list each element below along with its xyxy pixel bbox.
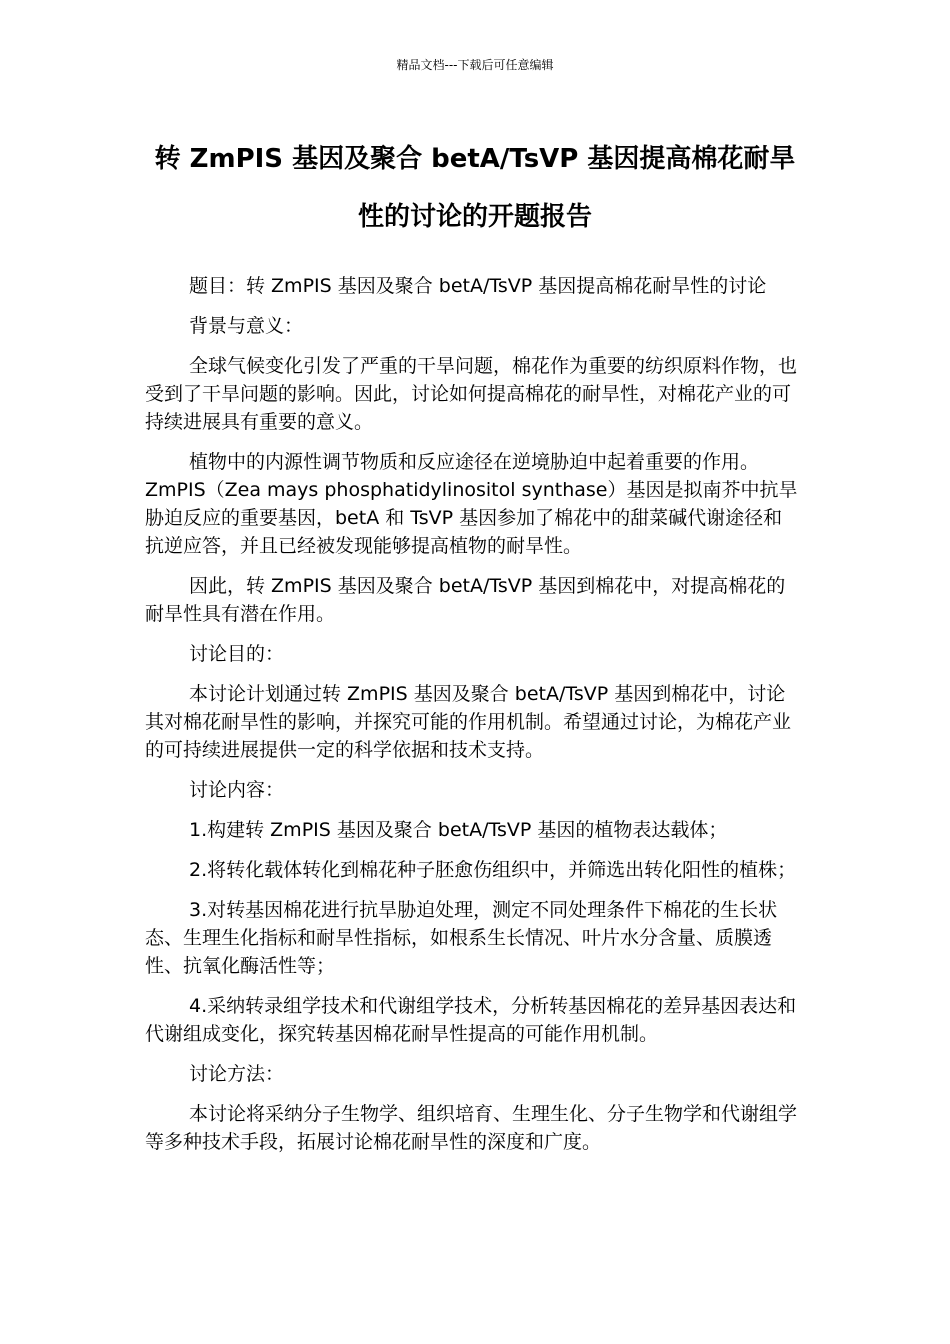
- background-paragraph-1: 全球气候变化引发了严重的干旱问题，棉花作为重要的纺织原料作物，也受到了干旱问题的影响。因此，讨论如何提高棉花的耐旱性，对棉花产业的可持续进展具有重要的意义。: [145, 355, 798, 433]
- purpose-paragraph: 本讨论计划通过转 ZmPIS 基因及聚合 betA/TsVP 基因到棉花中，讨论其对棉花耐旱性的影响，并探究可能的作用机制。希望通过讨论，为棉花产业的可持续进展提供一定的科学依据和技术支持。: [145, 683, 792, 761]
- document-body: [145, 272, 800, 1168]
- content-item-2: 2.将转化载体转化到棉花种子胚愈伤组织中，并筛选出转化阳性的植株；: [189, 859, 797, 881]
- content-heading: 讨论内容：: [189, 779, 285, 801]
- content-item-1: 1.构建转 ZmPIS 基因及聚合 betA/TsVP 基因的植物表达载体；: [189, 819, 728, 841]
- title-line-1: 转 ZmPIS 基因及聚合 betA/TsVP 基因提高棉花耐旱: [154, 144, 796, 174]
- content-item-4: 4.采纳转录组学技术和代谢组学技术，分析转基因棉花的差异基因表达和代谢组成变化，探究转基因棉花耐旱性提高的可能作用机制。: [145, 995, 797, 1045]
- document-title: [120, 130, 830, 246]
- method-paragraph: 本讨论将采纳分子生物学、组织培育、生理生化、分子生物学和代谢组学等多种技术手段，拓展讨论棉花耐旱性的深度和广度。: [145, 1103, 798, 1153]
- page-header: 精品文档---下载后可任意编辑: [396, 58, 554, 72]
- method-heading: 讨论方法：: [189, 1063, 285, 1085]
- background-heading: 背景与意义：: [189, 315, 304, 337]
- background-paragraph-3: 因此，转 ZmPIS 基因及聚合 betA/TsVP 基因到棉花中，对提高棉花的耐旱性具有潜在作用。: [145, 575, 786, 625]
- topic-paragraph: 题目：转 ZmPIS 基因及聚合 betA/TsVP 基因提高棉花耐旱性的讨论: [189, 275, 767, 297]
- purpose-heading: 讨论目的：: [189, 643, 285, 665]
- content-item-3: 3.对转基因棉花进行抗旱胁迫处理，测定不同处理条件下棉花的生长状态、生理生化指标和耐旱性指标，如根系生长情况、叶片水分含量、质膜透性、抗氧化酶活性等；: [145, 899, 778, 977]
- title-line-2: 性的讨论的开题报告: [357, 202, 592, 232]
- background-paragraph-2: 植物中的内源性调节物质和反应途径在逆境胁迫中起着重要的作用。ZmPIS（Zea mays phosphatidylinositol synthase）基因是拟南芥中抗旱胁迫反应的重要基因，betA 和 TsVP 基因参加了棉花中的甜菜碱代谢途径和抗逆应答，并且已经被发现能够提高植物的耐旱性。: [145, 451, 798, 557]
